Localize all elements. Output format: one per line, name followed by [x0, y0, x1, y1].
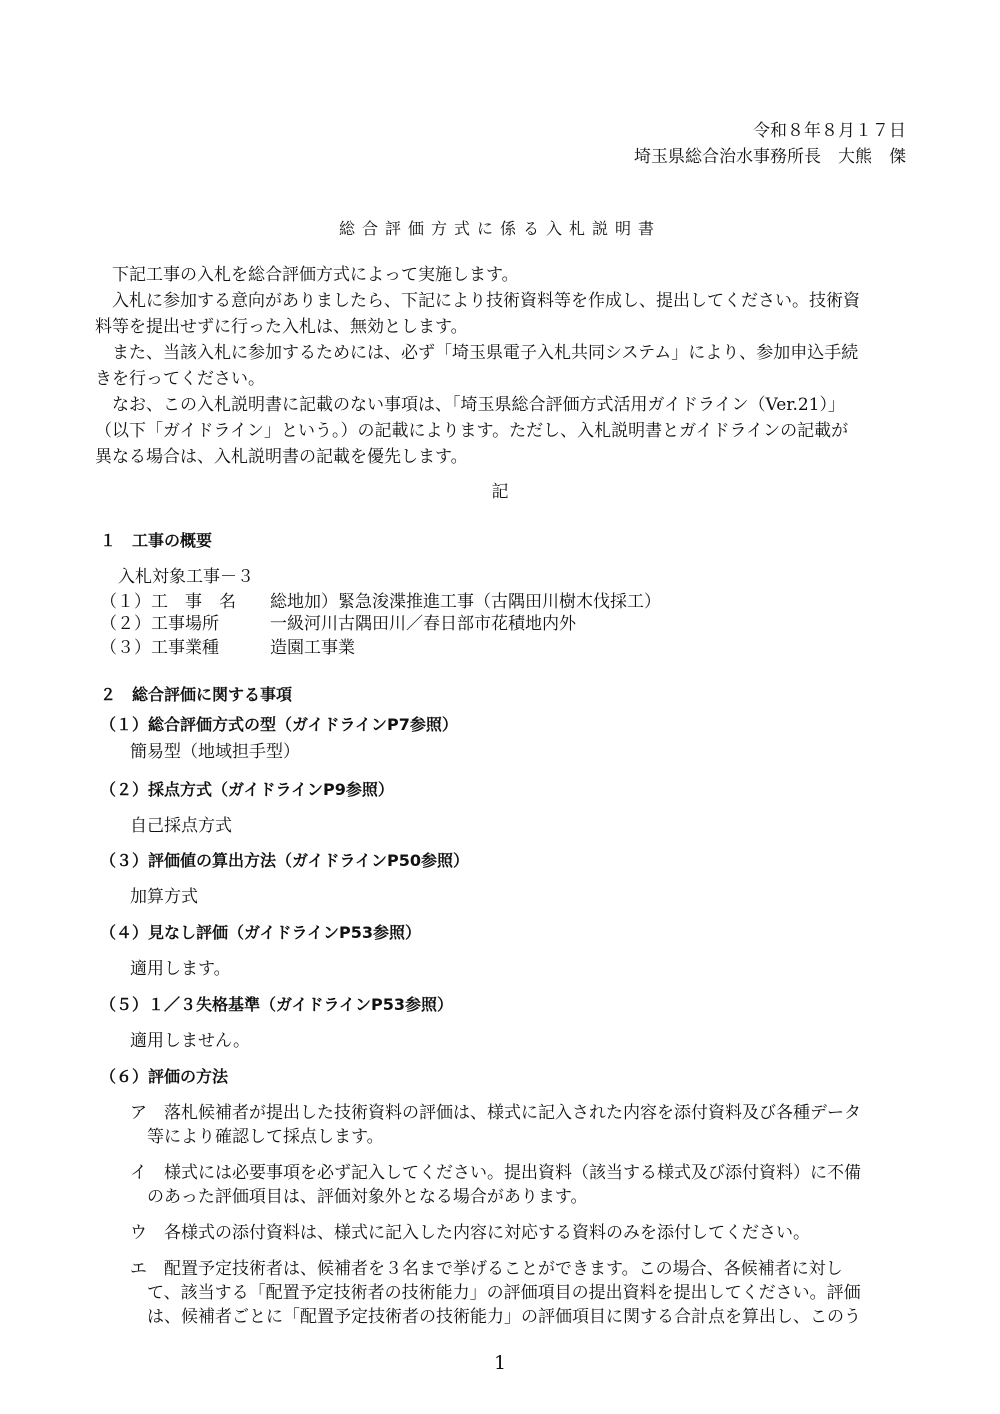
disqualify-heading: （５）１／３失格基準（ガイドラインP53参照） [100, 995, 454, 1014]
work-site-value: 一級河川古隅田川／春日部市花積地内外 [270, 614, 576, 634]
work-type-value: 造園工事業 [270, 638, 355, 658]
ki-marker: 記 [491, 482, 509, 502]
eval-method-e-line: は、候補者ごとに「配置予定技術者の技術能力」の評価項目に関する合計点を算出し、このう [130, 1307, 861, 1327]
eval-method-a-line: 等により確認して採点します。 [130, 1127, 384, 1147]
document-title: 総合評価方式に係る入札説明書 [338, 219, 661, 238]
intro-line: 異なる場合は、入札説明書の記載を優先します。 [95, 447, 468, 467]
intro-line: 入札に参加する意向がありましたら、下記により技術資料等を作成し、提出してください。技術資 [95, 291, 860, 311]
work-name-label: （１）工 事 名 [100, 592, 236, 612]
intro-line: （以下「ガイドライン」という。）の記載によります。ただし、入札説明書とガイドラインの記載が [95, 421, 849, 441]
eval-method-e-line: エ 配置予定技術者は、候補者を３名まで挙げることができます。この場合、各候補者に対し [130, 1259, 843, 1279]
page-number: 1 [493, 1352, 507, 1374]
issuer-name: 埼玉県総合治水事務所長 大熊 傑 [634, 147, 906, 167]
deemed-eval-body: 適用します。 [130, 959, 231, 979]
eval-method-heading: （６）評価の方法 [100, 1067, 229, 1086]
eval-method-a-line: ア 落札候補者が提出した技術資料の評価は、様式に記入された内容を添付資料及び各種データ [130, 1103, 861, 1123]
scoring-heading: （２）採点方式（ガイドラインP9参照） [100, 780, 394, 799]
calc-method-heading: （３）評価値の算出方法（ガイドラインP50参照） [100, 851, 470, 870]
eval-method-e-line: て、該当する「配置予定技術者の技術能力」の評価項目の提出資料を提出してください。評価 [130, 1283, 861, 1303]
eval-type-heading: （１）総合評価方式の型（ガイドラインP7参照） [100, 715, 458, 734]
eval-method-i-line: イ 様式には必要事項を必ず記入してください。提出資料（該当する様式及び添付資料）に不備 [130, 1163, 861, 1183]
section1-heading: １ 工事の概要 [100, 531, 213, 550]
issue-date: 令和８年８月１７日 [753, 121, 906, 141]
eval-type-body: 簡易型（地域担手型） [130, 742, 300, 762]
section2-heading: ２ 総合評価に関する事項 [100, 685, 293, 704]
intro-line: 料等を提出せずに行った入札は、無効とします。 [95, 317, 468, 337]
eval-method-u-line: ウ 各様式の添付資料は、様式に記入した内容に対応する資料のみを添付してください。 [130, 1223, 810, 1243]
calc-method-body: 加算方式 [130, 887, 198, 907]
scoring-body: 自己採点方式 [130, 816, 232, 836]
work-site-label: （２）工事場所 [100, 614, 219, 634]
intro-line: また、当該入札に参加するためには、必ず「埼玉県電子入札共同システム」により、参加申込手続 [95, 343, 859, 363]
work-type-label: （３）工事業種 [100, 638, 219, 658]
work-name-value: 総地加）緊急浚渫推進工事（古隅田川樹木伐採工） [270, 592, 661, 612]
eval-method-i-line: のあった評価項目は、評価対象外となる場合があります。 [130, 1187, 588, 1207]
intro-line: 下記工事の入札を総合評価方式によって実施します。 [95, 265, 519, 285]
intro-line: きを行ってください。 [95, 369, 265, 389]
disqualify-body: 適用しません。 [130, 1031, 251, 1051]
intro-line: なお、この入札説明書に記載のない事項は、「埼玉県総合評価方式活用ガイドライン（Ver.21）」 [95, 395, 846, 415]
target-work: 入札対象工事－３ [118, 567, 254, 587]
deemed-eval-heading: （４）見なし評価（ガイドラインP53参照） [100, 923, 422, 942]
